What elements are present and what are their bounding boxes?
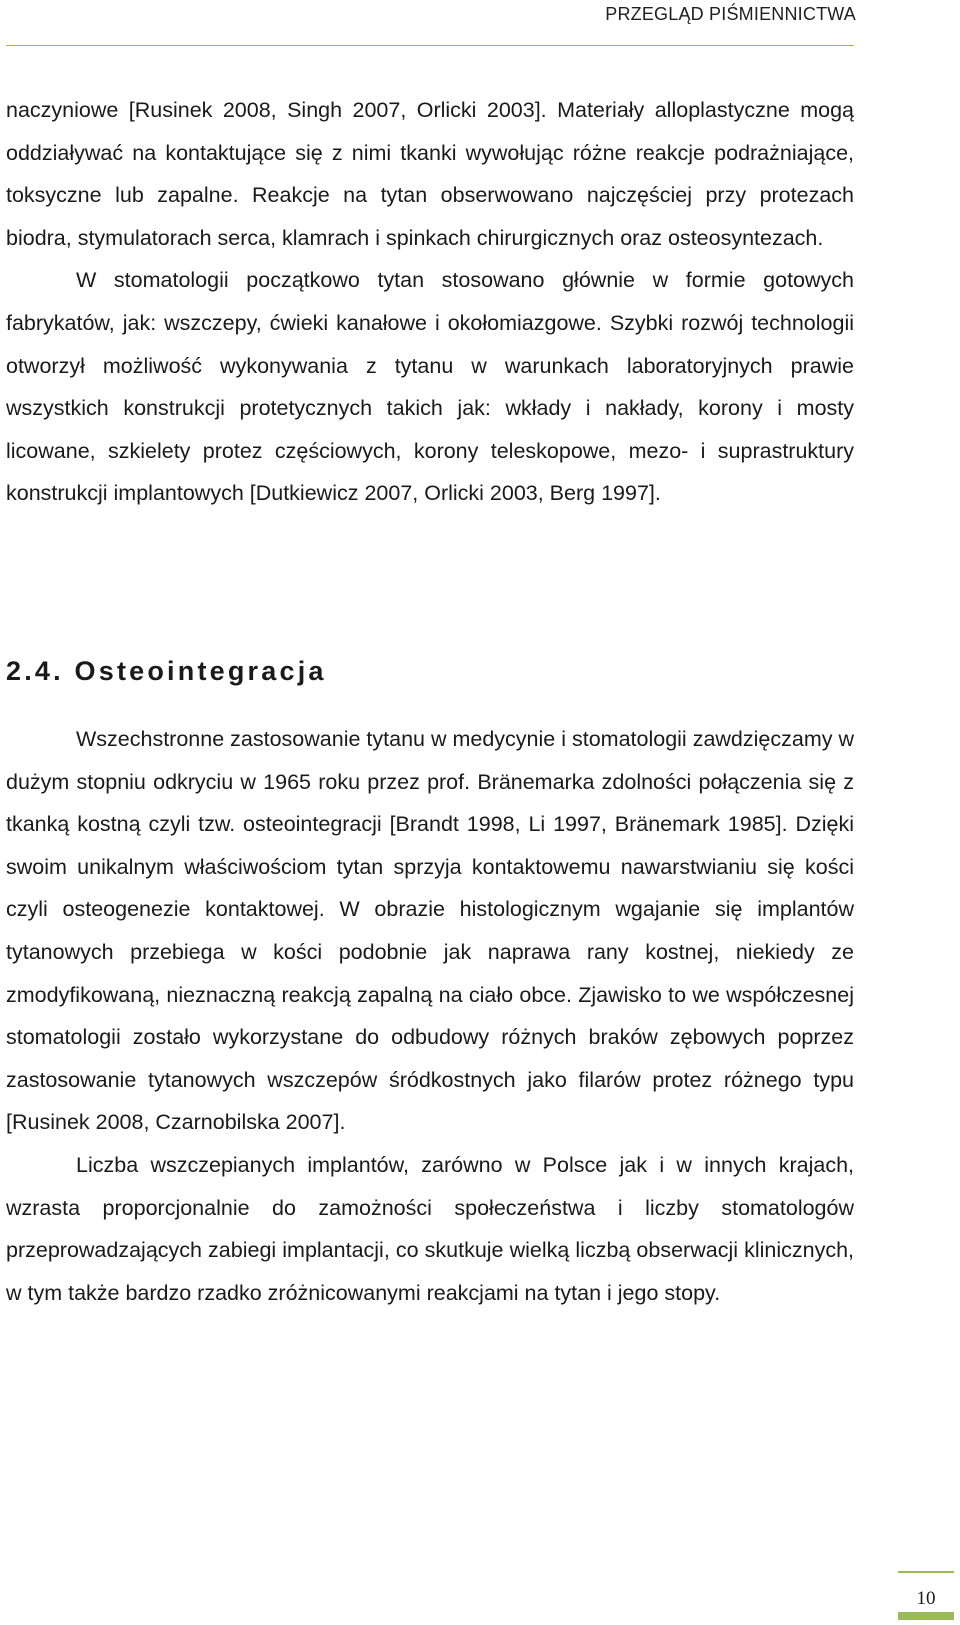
header-divider xyxy=(6,45,854,46)
text-block-top xyxy=(6,89,854,515)
page-number: 10 xyxy=(916,1588,936,1609)
paragraph-continuation: naczyniowe [Rusinek 2008, Singh 2007, Orlicki 2003]. Materiały alloplastyczne mogą oddziaływać na kontaktujące się z nimi tkanki wywołując różne reakcje podrażniające, toksyczne lub zapalne. Reakcje na tytan obserwowano najczęściej przy protezach biodra, stymulatorach serca, klamrach i spinkach chirurgicznych oraz osteosyntezach. xyxy=(6,98,854,250)
section-heading: 2.4. Osteointegracja xyxy=(6,656,327,686)
footer-divider xyxy=(898,1571,954,1573)
text-block-section xyxy=(6,718,854,1314)
paragraph-stomatology: W stomatologii początkowo tytan stosowano głównie w formie gotowych fabrykatów, jak: wszczepy, ćwieki kanałowe i okołomiazgowe. Szybki rozwój technologii otworzył możliwość wykonywania z tytanu w warunkach laboratoryjnych prawie wszystkich konstrukcji protetycznych takich jak: wkłady i nakłady, korony i mosty licowane, szkielety protez częściowych, korony teleskopowe, mezo- i suprastruktury konstrukcji implantowych [Dutkiewicz 2007, Orlicki 2003, Berg 1997]. xyxy=(6,268,854,506)
running-header: PRZEGLĄD PIŚMIENNICTWA xyxy=(605,4,856,24)
paragraph-osteointegration: Wszechstronne zastosowanie tytanu w medycynie i stomatologii zawdzięczamy w dużym stopniu odkryciu w 1965 roku przez prof. Bränemarka zdolności połączenia się z tkanką kostną czyli tzw. osteointegracji [Brandt 1998, Li 1997, Bränemark 1985]. Dzięki swoim unikalnym właściwościom tytan sprzyja kontaktowemu nawarstwianiu się kości czyli osteogenezie kontaktowej. W obrazie histologicznym wgajanie się implantów tytanowych przebiega w kości podobnie jak naprawa rany kostnej, niekiedy ze zmodyfikowaną, nieznaczną reakcją zapalną na ciało obce. Zjawisko to we współczesnej stomatologii zostało wykorzystane do odbudowy różnych braków zębowych poprzez zastosowanie tytanowych wszczepów śródkostnych jako filarów protez różnego typu [Rusinek 2008, Czarnobilska 2007]. xyxy=(6,727,854,1135)
paragraph-implant-count: Liczba wszczepianych implantów, zarówno w Polsce jak i w innych krajach, wzrasta proporcjonalnie do zamożności społeczeństwa i liczby stomatologów przeprowadzających zabiegi implantacji, co skutkuje wielką liczbą obserwacji klinicznych, w tym także bardzo rzadko zróżnicowanymi reakcjami na tytan i jego stopy. xyxy=(6,1152,854,1305)
